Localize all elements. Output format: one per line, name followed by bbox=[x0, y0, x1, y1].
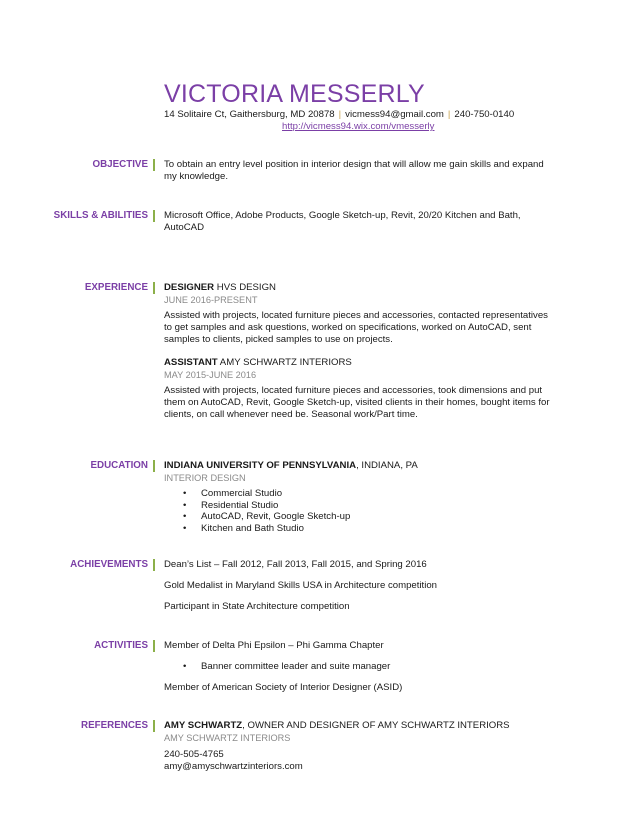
job-title: DESIGNER bbox=[164, 282, 215, 293]
job-description: Assisted with projects, located furniture pieces and accessories, took dimensions and put them on AutoCAD, Revit, Google Sketch-up, visited clients in their homes, bought items for clients, on call whenever need be. Seasonal work/Part time. bbox=[164, 385, 550, 420]
reference-phone: 240-505-4765 bbox=[164, 749, 224, 760]
separator: | bbox=[447, 109, 451, 120]
list-item: • Banner committee leader and suite manager bbox=[164, 661, 554, 673]
education-body bbox=[164, 460, 554, 534]
school-line bbox=[164, 460, 554, 472]
section-label: SKILLS & ABILITIES bbox=[53, 210, 148, 221]
achievement-item: Dean’s List – Fall 2012, Fall 2013, Fall 2015, and Spring 2016 bbox=[164, 559, 427, 570]
job-heading bbox=[164, 282, 556, 294]
job-description: Assisted with projects, located furniture pieces and accessories, contacted representatives to get samples and ask questions, worked on specifications, worked on AutoCAD, sent samples to clients, picked samples to use on projects. bbox=[164, 310, 548, 345]
separator: | bbox=[338, 109, 342, 120]
list-item: • Residential Studio bbox=[164, 500, 554, 512]
course-list bbox=[164, 488, 554, 534]
section-divider bbox=[153, 559, 155, 571]
reference-company: AMY SCHWARTZ INTERIORS bbox=[164, 733, 291, 743]
section-label: OBJECTIVE bbox=[92, 159, 148, 170]
applicant-name: VICTORIA MESSERLY bbox=[164, 80, 425, 108]
resume-header bbox=[164, 80, 604, 133]
section-label: EDUCATION bbox=[90, 460, 148, 471]
program: INTERIOR DESIGN bbox=[164, 473, 246, 483]
section-label: EXPERIENCE bbox=[84, 282, 148, 293]
reference-heading bbox=[164, 720, 584, 732]
list-item: • Commercial Studio bbox=[164, 488, 554, 500]
section-divider bbox=[153, 210, 155, 222]
section-divider bbox=[153, 640, 155, 652]
achievement-item: Gold Medalist in Maryland Skills USA in Architecture competition bbox=[164, 580, 438, 591]
contact-line bbox=[164, 109, 604, 121]
activity-sublist bbox=[164, 661, 554, 673]
email: vicmess94@gmail.com bbox=[345, 109, 444, 120]
achievements-body bbox=[164, 559, 554, 613]
website-line bbox=[282, 121, 604, 133]
employer: AMY SCHWARTZ INTERIORS bbox=[219, 357, 352, 368]
employer: HVS DESIGN bbox=[216, 282, 276, 293]
section-label: ACTIVITIES bbox=[94, 640, 148, 651]
achievement-item: Participant in State Architecture competition bbox=[164, 601, 350, 612]
website-link[interactable]: http://vicmess94.wix.com/vmesserly bbox=[282, 121, 435, 132]
activity-item: Member of American Society of Interior Designer (ASID) bbox=[164, 681, 403, 693]
activity-item: Member of Delta Phi Epsilon – Phi Gamma Chapter bbox=[164, 640, 384, 651]
reference-email: amy@amyschwartzinteriors.com bbox=[164, 761, 303, 772]
section-label: ACHIEVEMENTS bbox=[70, 559, 148, 570]
section-divider bbox=[153, 460, 155, 472]
job-dates: JUNE 2016-PRESENT bbox=[164, 295, 258, 305]
section-divider bbox=[153, 282, 155, 294]
reference-role: , OWNER AND DESIGNER OF AMY SCHWARTZ INTERIORS bbox=[242, 720, 510, 731]
section-divider bbox=[153, 159, 155, 171]
job-heading bbox=[164, 357, 556, 369]
job-dates: MAY 2015-JUNE 2016 bbox=[164, 370, 257, 380]
experience-body bbox=[164, 282, 556, 421]
section-label: REFERENCES bbox=[81, 720, 148, 731]
reference-name: AMY SCHWARTZ bbox=[164, 720, 243, 731]
school-name: INDIANA UNIVERSITY OF PENNSYLVANIA bbox=[164, 460, 357, 471]
job-title: ASSISTANT bbox=[164, 357, 218, 368]
section-divider bbox=[153, 720, 155, 732]
skills-text: Microsoft Office, Adobe Products, Google Sketch-up, Revit, 20/20 Kitchen and Bath, AutoCAD bbox=[164, 210, 521, 233]
references-body bbox=[164, 720, 584, 773]
phone: 240-750-0140 bbox=[454, 109, 515, 120]
school-location: , INDIANA, PA bbox=[356, 460, 418, 471]
objective-text: To obtain an entry level position in interior design that will allow me gain skills and expand my knowledge. bbox=[164, 159, 544, 182]
list-item: • AutoCAD, Revit, Google Sketch-up bbox=[164, 511, 554, 523]
list-item: • Kitchen and Bath Studio bbox=[164, 523, 554, 535]
activities-body bbox=[164, 640, 554, 694]
address: 14 Solitaire Ct, Gaithersburg, MD 20878 bbox=[164, 109, 335, 120]
